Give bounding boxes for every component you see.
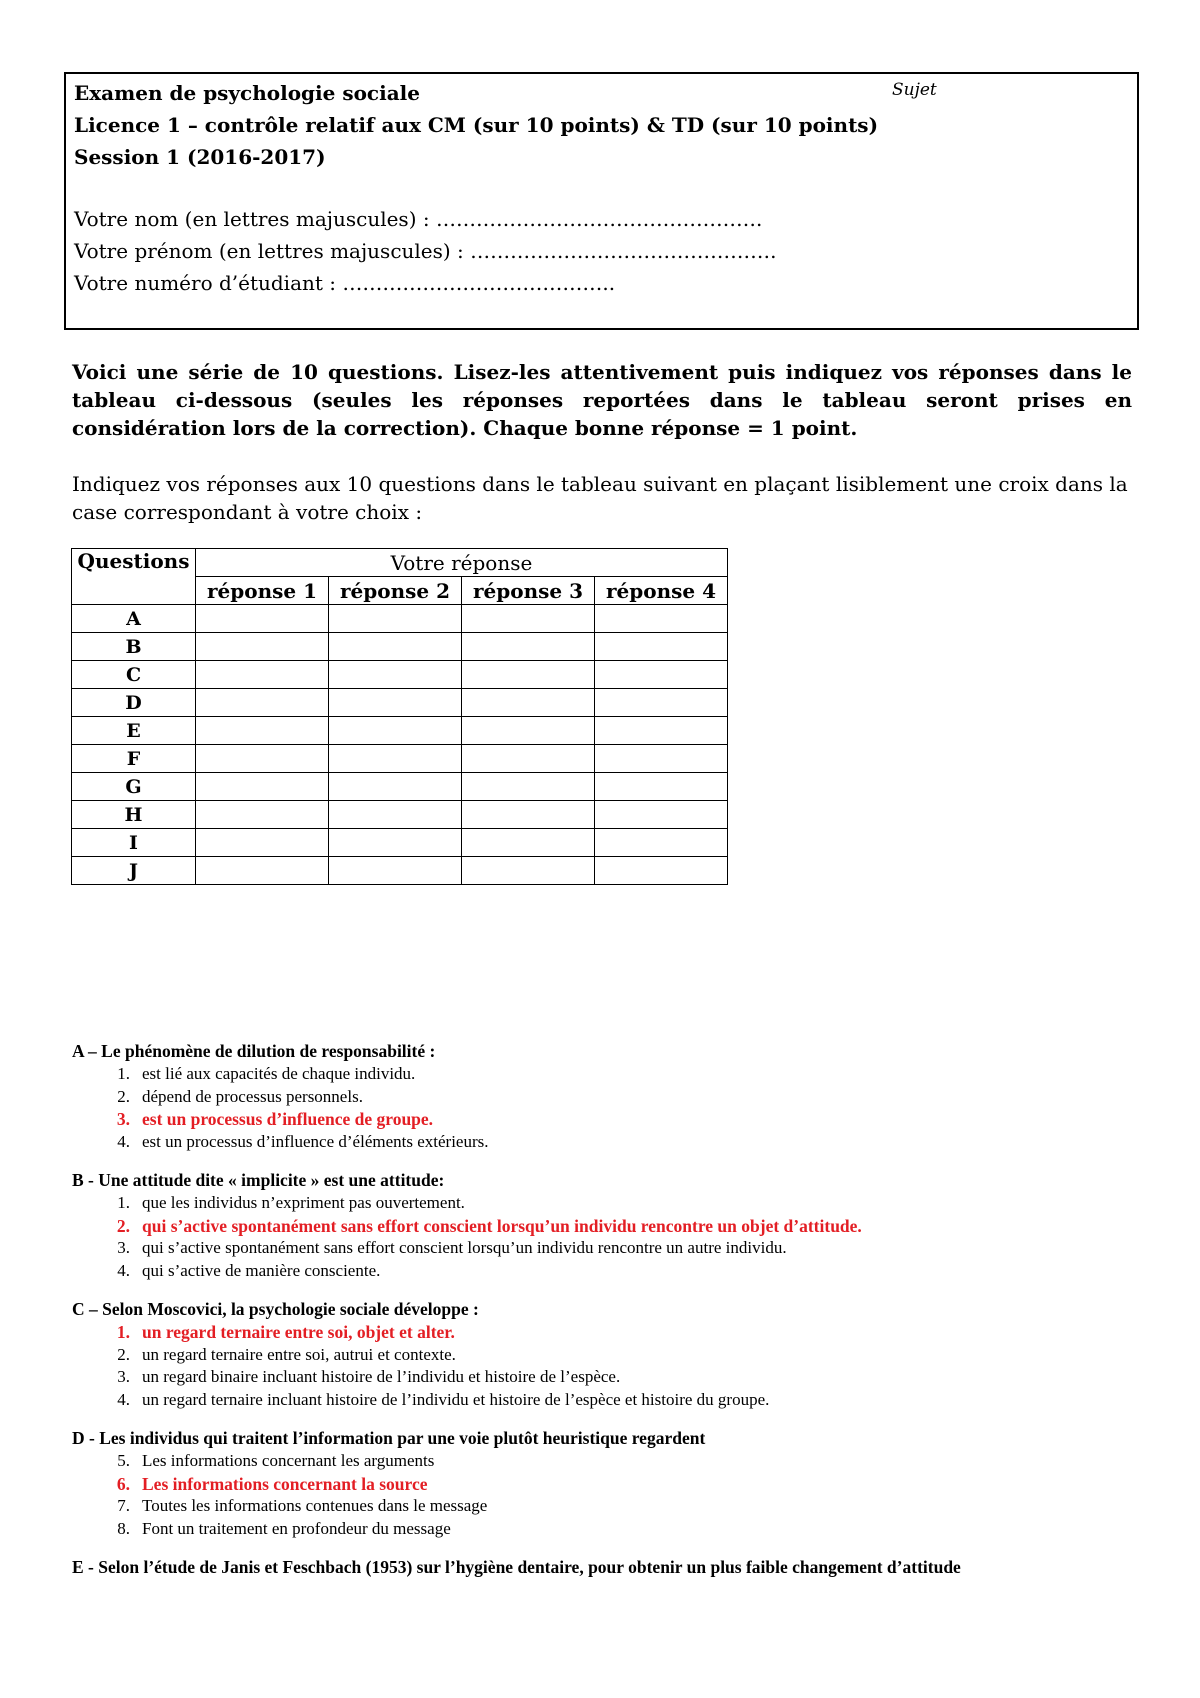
row-label-i: I [72,829,196,857]
firstname-field[interactable]: Votre prénom (en lettres majuscules) : ………………………………………. [74,239,777,263]
option-text: un regard ternaire entre soi, objet et alter. [142,1322,455,1342]
answer-cell-h-1[interactable] [196,801,329,829]
option-number: 1. [117,1064,130,1083]
column-header-reponse-2: réponse 2 [329,577,462,605]
row-label-d: D [72,689,196,717]
option-number: 1. [116,1322,130,1342]
table-row [72,717,728,745]
answer-cell-c-2[interactable] [329,661,462,689]
option-text: qui s’active spontanément sans effort conscient lorsqu’un individu rencontre un autre individu. [142,1238,787,1257]
answer-cell-e-3[interactable] [462,717,595,745]
question-block [72,1169,1152,1282]
option-number: 4. [117,1260,130,1280]
option-text: Toutes les informations contenues dans le message [142,1496,488,1515]
table-row [72,829,728,857]
answer-cell-g-2[interactable] [329,773,462,801]
option-text: Les informations concernant les arguments [142,1451,435,1470]
row-label-h: H [72,801,196,829]
exam-session: Session 1 (2016-2017) [74,145,326,169]
correct-option [72,1108,1152,1131]
option-text: qui s’active de manière consciente. [142,1260,381,1280]
answer-cell-b-1[interactable] [196,633,329,661]
answer-cell-f-2[interactable] [329,745,462,773]
option-text: Font un traitement en profondeur du message [142,1518,451,1538]
option-item [72,1086,1152,1109]
option-number: 4. [117,1131,130,1151]
option-item [72,1237,1152,1260]
option-text: un regard ternaire incluant histoire de l’individu et histoire de l’espèce et histoire du groupe. [142,1389,770,1409]
questions-header: Questions [72,549,196,605]
answer-cell-e-1[interactable] [196,717,329,745]
question-block [72,1427,1152,1540]
question-title: C – Selon Moscovici, la psychologie sociale développe : [72,1299,479,1319]
option-number: 5. [117,1451,130,1470]
option-item [72,1260,1152,1283]
answer-cell-a-4[interactable] [595,605,728,633]
answer-cell-b-4[interactable] [595,633,728,661]
sujet-label: Sujet [892,80,937,100]
answer-cell-j-2[interactable] [329,857,462,885]
option-number: 1. [117,1193,130,1212]
answer-cell-i-1[interactable] [196,829,329,857]
option-text: qui s’active spontanément sans effort conscient lorsqu’un individu rencontre un objet d’attitude. [142,1215,862,1236]
answer-cell-c-3[interactable] [462,661,595,689]
option-item [72,1063,1152,1086]
option-item [72,1450,1152,1473]
table-row [72,605,728,633]
correct-option [72,1473,1152,1496]
answer-cell-d-4[interactable] [595,689,728,717]
answer-cell-g-3[interactable] [462,773,595,801]
option-text: que les individus n’expriment pas ouvertement. [142,1193,465,1212]
answer-cell-h-4[interactable] [595,801,728,829]
table-row [72,633,728,661]
option-item [72,1518,1152,1541]
answer-cell-a-2[interactable] [329,605,462,633]
answer-cell-g-1[interactable] [196,773,329,801]
option-text: Les informations concernant la source [142,1473,428,1494]
option-number: 3. [116,1109,130,1129]
option-item [72,1192,1152,1215]
correct-option [72,1321,1152,1344]
option-item [72,1389,1152,1412]
student-number-field[interactable]: Votre numéro d’étudiant : ………………………………….. [74,271,616,295]
option-text: un regard ternaire entre soi, autrui et contexte. [142,1344,456,1364]
table-row [72,745,728,773]
answer-cell-i-3[interactable] [462,829,595,857]
name-field[interactable]: Votre nom (en lettres majuscules) : …………………………………………. [74,207,763,231]
option-item [72,1366,1152,1389]
response-header: Votre réponse [196,549,728,577]
column-header-reponse-1: réponse 1 [196,577,329,605]
answer-cell-d-3[interactable] [462,689,595,717]
row-label-e: E [72,717,196,745]
column-header-reponse-3: réponse 3 [462,577,595,605]
question-block [72,1040,1152,1153]
question-block [72,1556,1152,1579]
answer-cell-d-2[interactable] [329,689,462,717]
table-row [72,801,728,829]
table-row [72,773,728,801]
option-number: 3. [117,1367,130,1386]
option-number: 2. [116,1215,130,1236]
row-label-b: B [72,633,196,661]
indication-paragraph: Indiquez vos réponses aux 10 questions dans le tableau suivant en plaçant lisiblement une croix dans la case correspondant à votre choix : [72,472,1128,524]
answer-cell-j-3[interactable] [462,857,595,885]
table-row [72,857,728,885]
answer-cell-j-4[interactable] [595,857,728,885]
row-label-g: G [72,773,196,801]
answer-cell-f-3[interactable] [462,745,595,773]
instructions-paragraph: Voici une série de 10 questions. Lisez-les attentivement puis indiquez vos réponses dans le tableau ci-dessous (seules les réponses reportées dans le tableau seront prises en considération lors de la correction). Chaque bonne réponse = 1 point. [72,360,1132,440]
answer-cell-f-4[interactable] [595,745,728,773]
answer-cell-i-4[interactable] [595,829,728,857]
option-number: 7. [117,1496,130,1515]
answer-cell-a-1[interactable] [196,605,329,633]
option-number: 8. [117,1518,130,1538]
option-number: 4. [117,1389,130,1409]
questions-list [72,1040,1152,1595]
correct-option [72,1215,1152,1238]
answer-cell-d-1[interactable] [196,689,329,717]
row-label-j: J [72,857,196,885]
column-header-reponse-4: réponse 4 [595,577,728,605]
row-label-c: C [72,661,196,689]
answer-cell-g-4[interactable] [595,773,728,801]
table-row [72,661,728,689]
option-text: est un processus d’influence d’éléments extérieurs. [142,1131,489,1151]
answer-cell-f-1[interactable] [196,745,329,773]
answer-cell-i-2[interactable] [329,829,462,857]
option-text: dépend de processus personnels. [142,1086,363,1106]
exam-title: Examen de psychologie sociale [74,81,420,105]
question-title: E - Selon l’étude de Janis et Feschbach (1953) sur l’hygiène dentaire, pour obtenir un plus faible changement d’attitude [72,1557,961,1577]
question-title: A – Le phénomène de dilution de responsabilité : [72,1041,436,1061]
answer-cell-j-1[interactable] [196,857,329,885]
option-number: 2. [117,1344,130,1364]
option-text: est lié aux capacités de chaque individu. [142,1064,416,1083]
question-title: D - Les individus qui traitent l’information par une voie plutôt heuristique regardent [72,1428,706,1448]
exam-header-box [64,72,1139,330]
question-block [72,1298,1152,1411]
option-number: 2. [117,1086,130,1106]
answer-cell-e-2[interactable] [329,717,462,745]
answer-cell-c-4[interactable] [595,661,728,689]
exam-subtitle: Licence 1 – contrôle relatif aux CM (sur 10 points) & TD (sur 10 points) [74,113,879,137]
option-item [72,1495,1152,1518]
answer-cell-e-4[interactable] [595,717,728,745]
question-title: B - Une attitude dite « implicite » est une attitude: [72,1170,445,1190]
answer-table [71,548,728,885]
option-text: un regard binaire incluant histoire de l’individu et histoire de l’espèce. [142,1367,621,1386]
row-label-f: F [72,745,196,773]
row-label-a: A [72,605,196,633]
option-number: 6. [116,1473,130,1494]
answer-cell-a-3[interactable] [462,605,595,633]
option-number: 3. [117,1238,130,1257]
option-item [72,1344,1152,1367]
option-item [72,1131,1152,1154]
table-row [72,689,728,717]
answer-cell-h-3[interactable] [462,801,595,829]
answer-cell-c-1[interactable] [196,661,329,689]
answer-cell-h-2[interactable] [329,801,462,829]
answer-cell-b-3[interactable] [462,633,595,661]
option-text: est un processus d’influence de groupe. [142,1109,434,1129]
answer-cell-b-2[interactable] [329,633,462,661]
